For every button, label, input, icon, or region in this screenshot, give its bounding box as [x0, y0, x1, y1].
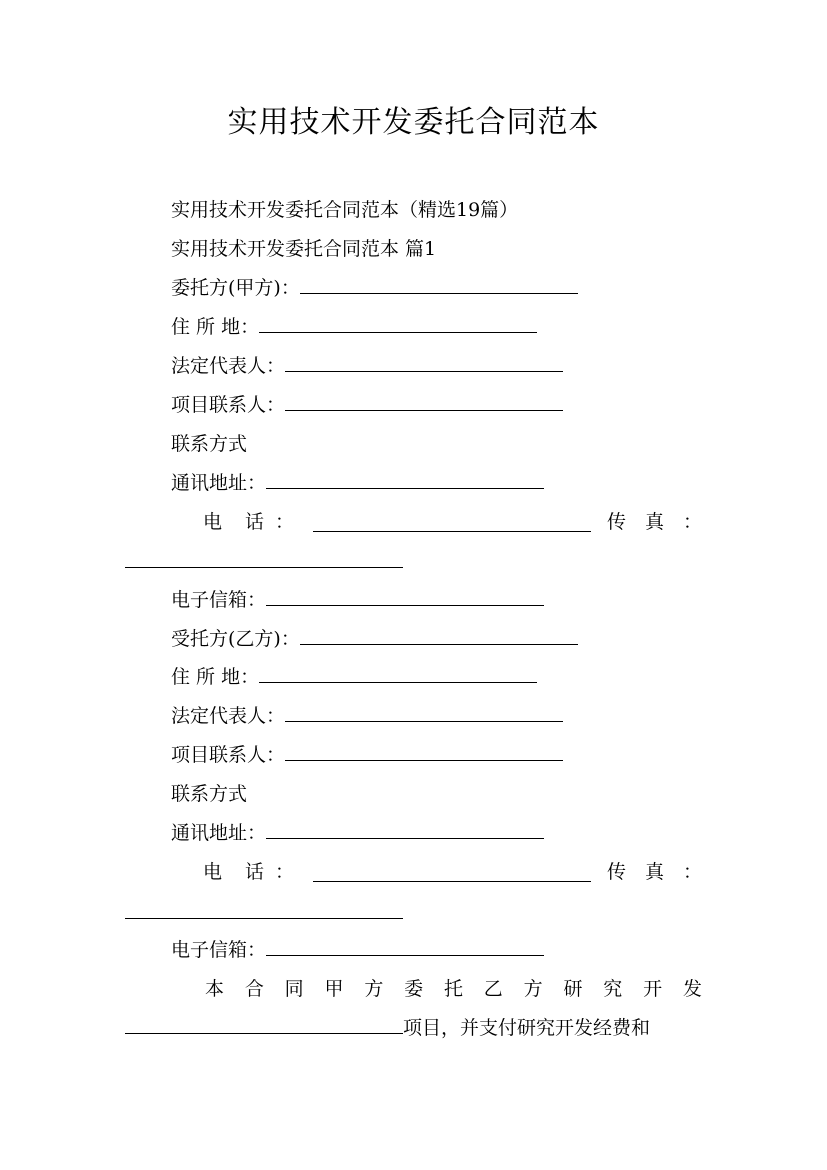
party-a-fax-char-2: 真	[645, 511, 665, 533]
body-char: 方	[364, 978, 384, 1000]
body-char: 合	[244, 978, 264, 1000]
party-a-address-label: 住 所 地：	[171, 316, 260, 338]
body-char: 乙	[483, 978, 503, 1000]
project-name-blank[interactable]	[125, 1013, 403, 1034]
body-char: 委	[404, 978, 424, 1000]
party-b-phone-blank[interactable]	[313, 861, 591, 882]
body-char: 研	[563, 978, 583, 1000]
party-b-legal-rep-blank[interactable]	[285, 701, 563, 722]
party-b-phone-char-1: 电	[203, 861, 223, 883]
body-char: 究	[603, 978, 623, 1000]
party-b-address-label: 住 所 地：	[171, 666, 260, 688]
party-b-contact-method: 联系方式	[171, 783, 248, 805]
party-a-legal-rep-label: 法定代表人：	[171, 355, 286, 377]
party-a-contact-person-blank[interactable]	[285, 390, 563, 411]
section-heading: 实用技术开发委托合同范本 篇1	[171, 238, 437, 260]
body-line-2	[125, 1013, 705, 1043]
party-a-name-row	[171, 273, 751, 303]
party-b-fax-char-1: 传	[607, 861, 627, 883]
body-line-1	[205, 974, 702, 1004]
party-a-address-row	[171, 312, 751, 342]
body-char: 同	[284, 978, 304, 1000]
document-title: 实用技术开发委托合同范本	[227, 105, 600, 140]
party-a-email-row	[171, 585, 751, 615]
party-b-contact-person-blank[interactable]	[285, 740, 563, 761]
party-a-mail-address-blank[interactable]	[266, 468, 544, 489]
party-a-legal-rep-blank[interactable]	[285, 351, 563, 372]
party-b-address-row	[171, 662, 751, 692]
body-char: 本	[205, 978, 225, 1000]
party-b-phone-char-2: 话	[245, 861, 265, 883]
party-b-name-row	[171, 624, 751, 654]
party-a-phone-char-1: 电	[203, 511, 223, 533]
party-a-mail-address-row	[171, 468, 751, 498]
party-a-fax-blank[interactable]	[125, 567, 403, 568]
body-line-2-text: 项目，并支付研究开发经费和	[403, 1017, 651, 1039]
party-a-contact-person-label: 项目联系人：	[171, 394, 286, 416]
party-a-fax-char-1: 传	[607, 511, 627, 533]
party-b-mail-address-row	[171, 818, 751, 848]
party-a-legal-rep-row	[171, 351, 751, 381]
party-b-legal-rep-row	[171, 701, 751, 731]
party-a-email-blank[interactable]	[266, 585, 544, 606]
party-b-fax-char-2: 真	[645, 861, 665, 883]
party-b-email-row	[171, 935, 751, 965]
party-b-email-blank[interactable]	[266, 935, 544, 956]
party-a-name-label: 委托方(甲方)：	[171, 277, 300, 299]
party-b-address-blank[interactable]	[259, 662, 537, 683]
party-a-contact-method: 联系方式	[171, 433, 248, 455]
party-a-address-blank[interactable]	[259, 312, 537, 333]
party-b-contact-person-label: 项目联系人：	[171, 744, 286, 766]
party-b-mail-address-label: 通讯地址：	[171, 822, 267, 844]
party-b-contact-person-row	[171, 740, 751, 770]
party-a-fax-char-3: ：	[683, 511, 703, 533]
party-a-mail-address-label: 通讯地址：	[171, 472, 267, 494]
party-b-fax-blank[interactable]	[125, 918, 403, 919]
body-char: 方	[523, 978, 543, 1000]
party-b-mail-address-blank[interactable]	[266, 818, 544, 839]
body-char: 发	[682, 978, 702, 1000]
body-char: 托	[443, 978, 463, 1000]
party-b-phone-char-3: ：	[275, 861, 295, 883]
body-char: 甲	[324, 978, 344, 1000]
document-subtitle: 实用技术开发委托合同范本（精选19篇）	[171, 199, 519, 221]
party-a-phone-char-2: 话	[245, 511, 265, 533]
party-a-phone-char-3: ：	[275, 511, 295, 533]
party-b-name-blank[interactable]	[300, 624, 578, 645]
party-a-contact-person-row	[171, 390, 751, 420]
party-b-email-label: 电子信箱：	[171, 939, 267, 961]
party-a-name-blank[interactable]	[300, 273, 578, 294]
party-b-name-label: 受托方(乙方)：	[171, 628, 300, 650]
body-char: 开	[643, 978, 663, 1000]
party-a-email-label: 电子信箱：	[171, 589, 267, 611]
party-a-phone-blank[interactable]	[313, 511, 591, 532]
party-b-fax-char-3: ：	[683, 861, 703, 883]
party-b-legal-rep-label: 法定代表人：	[171, 705, 286, 727]
